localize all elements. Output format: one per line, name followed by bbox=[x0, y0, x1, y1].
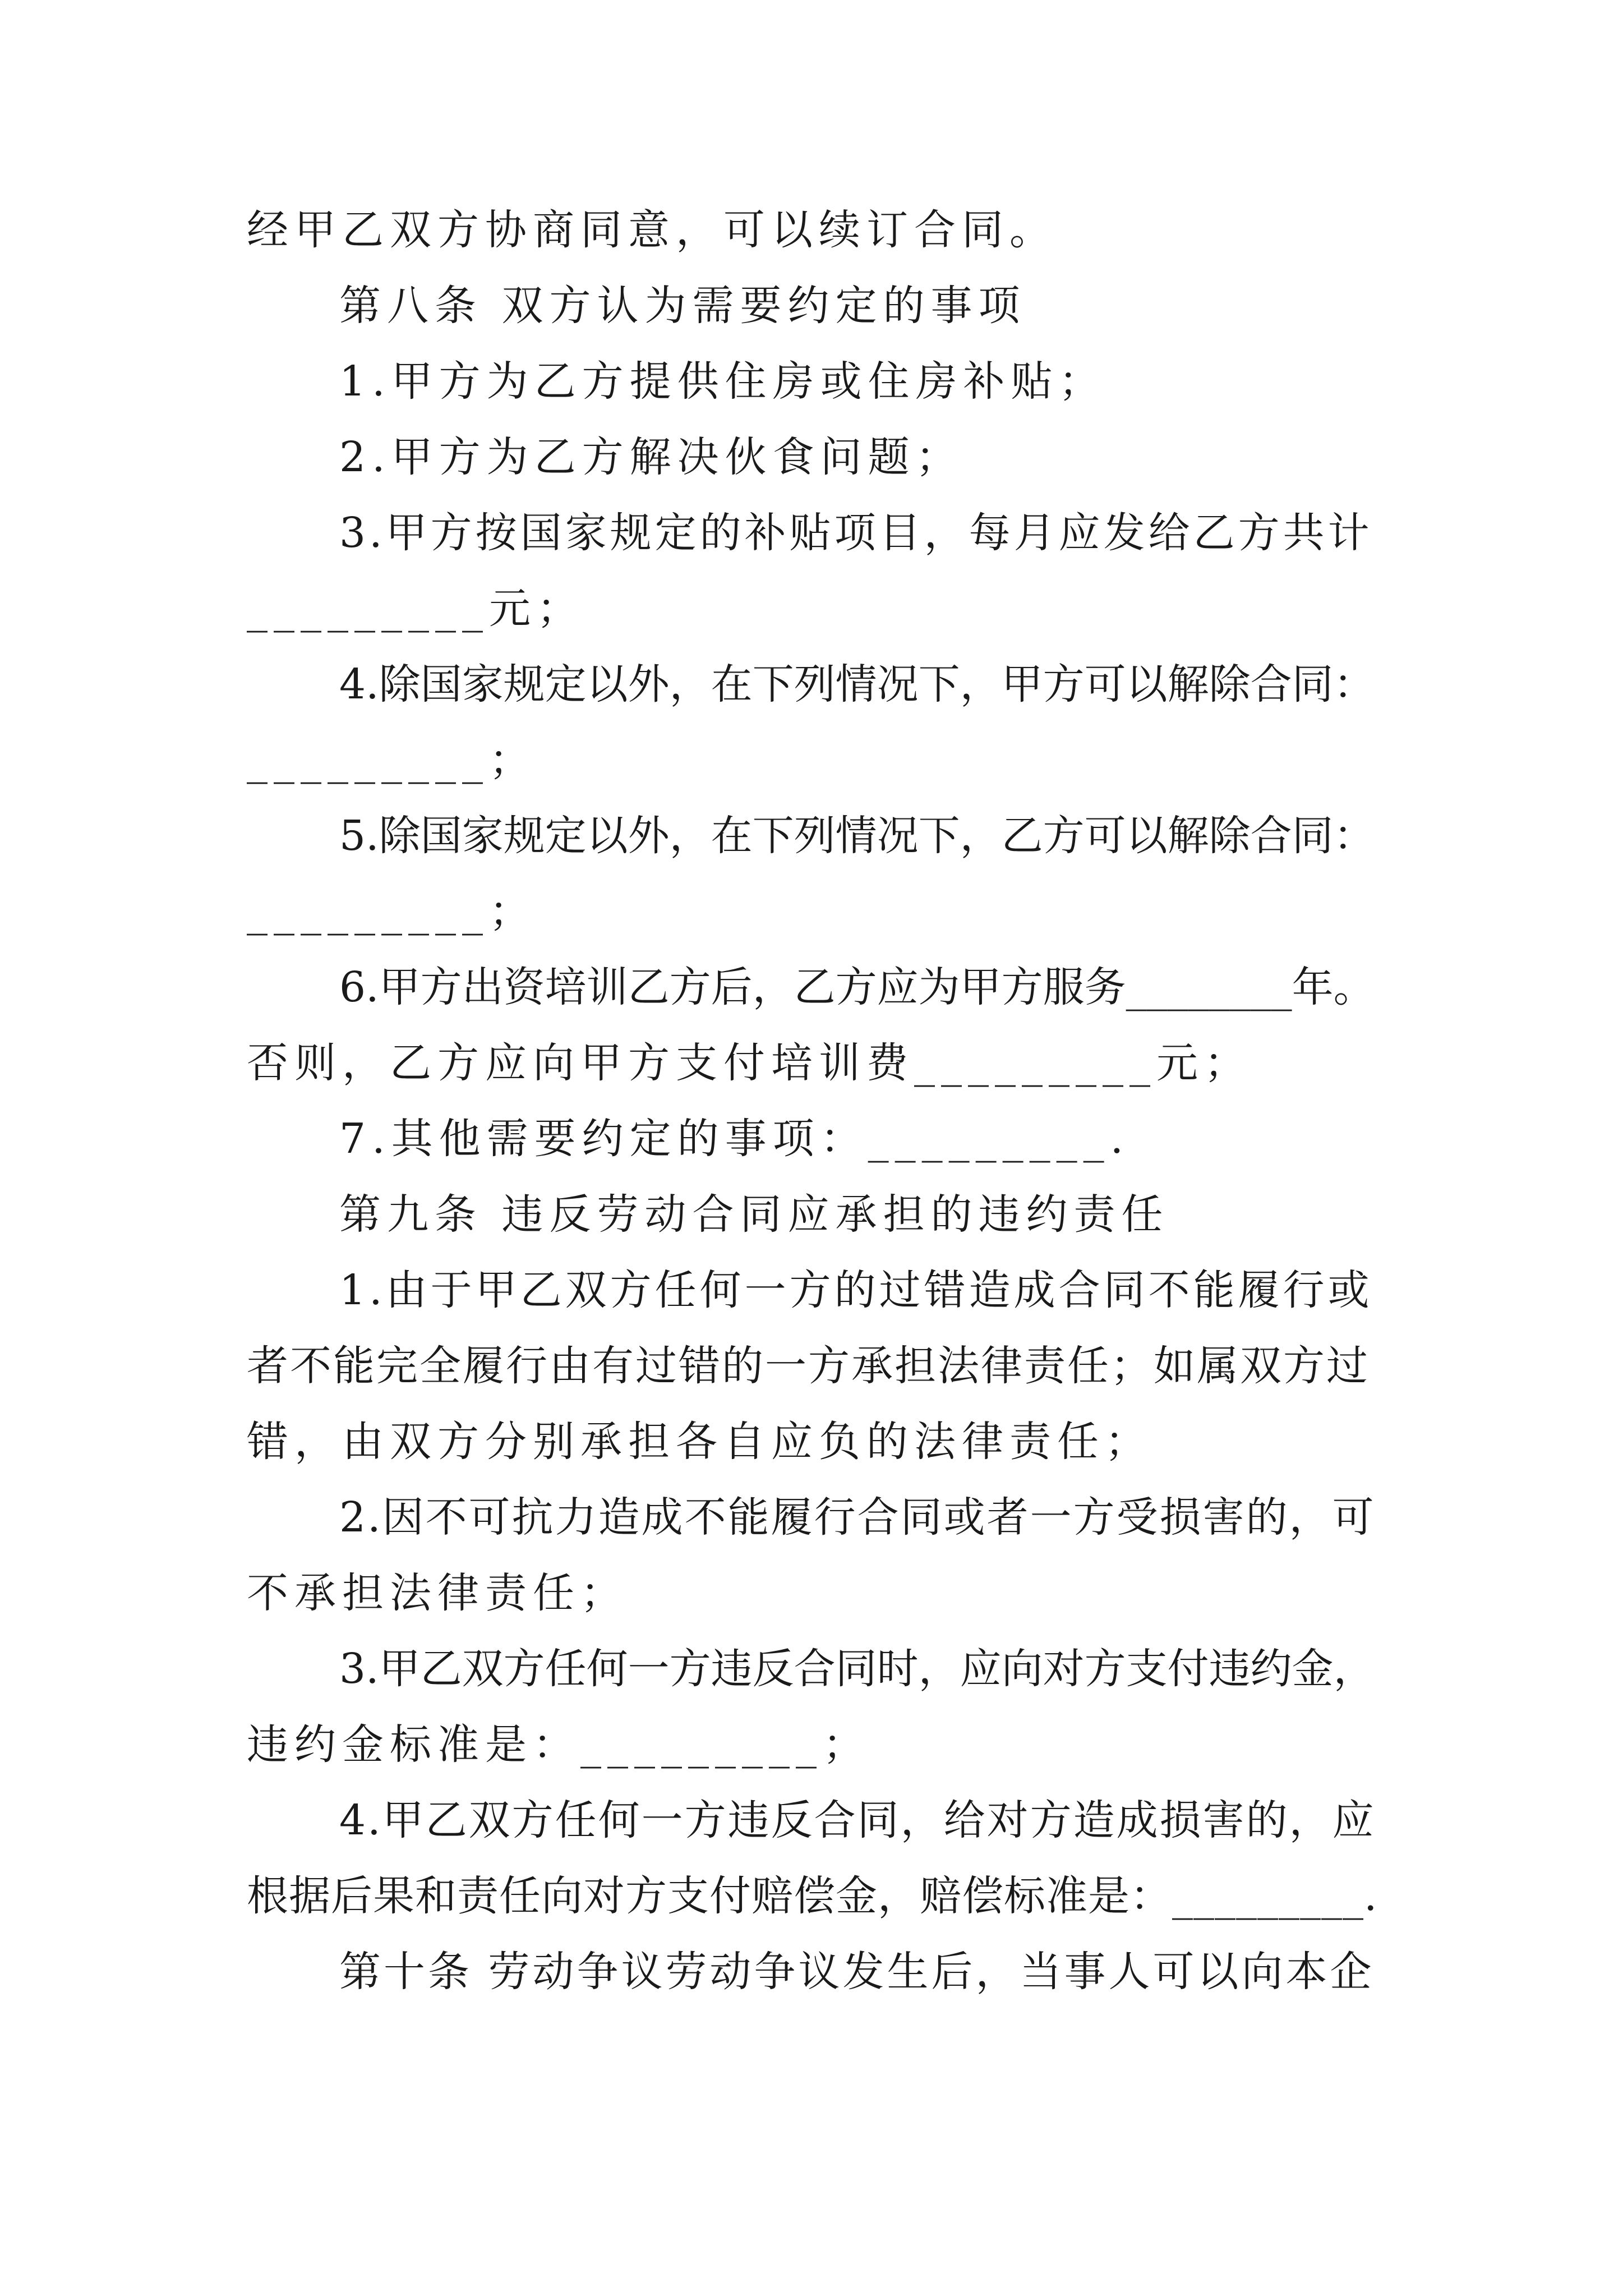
article-8-heading: 第八条 双方认为需要约定的事项 bbox=[339, 282, 1026, 330]
text-line: 者不能完全履行由有过错的一方承担法律责任；如属双方过 bbox=[247, 1342, 1370, 1390]
text-line: 6.甲方出资培训乙方后，乙方应为甲方服务________年。 bbox=[339, 963, 1375, 1011]
text-line: 3.甲乙双方任何一方违反合同时，应向对方支付违约金， bbox=[339, 1645, 1375, 1693]
text-line: 2.甲方为乙方解决伙食问题； bbox=[339, 433, 963, 481]
article-9-heading: 第九条 违反劳动合同应承担的违约责任 bbox=[339, 1190, 1169, 1239]
text-line: _________元； bbox=[247, 585, 584, 633]
text-line: 1.甲方为乙方提供住房或住房补贴； bbox=[339, 357, 1106, 406]
text-line: 1.由于甲乙双方任何一方的过错造成合同不能履行或 bbox=[339, 1266, 1373, 1314]
article-10-heading: 第十条 劳动争议劳动争议发生后，当事人可以向本企 bbox=[339, 1948, 1375, 1996]
text-line: 2.因不可抗力造成不能履行合同或者一方受损害的，可 bbox=[339, 1493, 1376, 1542]
text-line: 不承担法律责任； bbox=[247, 1569, 628, 1617]
text-line: 3.甲方按国家规定的补贴项目，每月应发给乙方共计 bbox=[339, 509, 1373, 557]
text-line: 根据后果和责任向对方支付赔偿金，赔偿标准是：_________. bbox=[247, 1872, 1378, 1920]
text-line: _________； bbox=[247, 736, 537, 784]
text-line: 7.其他需要约定的事项：_________. bbox=[339, 1115, 1130, 1163]
text-line: 4.除国家规定以外，在下列情况下，甲方可以解除合同： bbox=[339, 660, 1375, 708]
text-line: 5.除国家规定以外，在下列情况下，乙方可以解除合同： bbox=[339, 812, 1375, 860]
text-line: 4.甲乙双方任何一方违反合同，给对方造成损害的，应 bbox=[339, 1796, 1376, 1844]
text-line: 错，由双方分别承担各自应负的法律责任； bbox=[247, 1418, 1152, 1466]
text-line: _________； bbox=[247, 887, 537, 936]
text-line: 经甲乙双方协商同意，可以续订合同。 bbox=[247, 206, 1057, 254]
text-line: 违约金标准是：_________； bbox=[247, 1720, 870, 1769]
text-line: 否则，乙方应向甲方支付培训费_________元； bbox=[247, 1039, 1252, 1087]
